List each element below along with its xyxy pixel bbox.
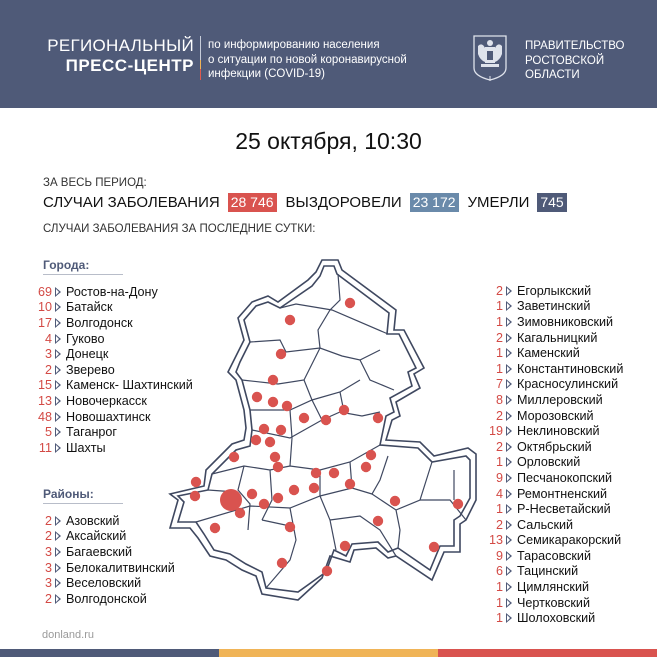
locality-name: Морозовский [517, 408, 594, 423]
case-count: 2 [44, 513, 52, 528]
case-marker [322, 566, 332, 576]
locality-name: Новошахтинск [66, 409, 151, 424]
triangle-bullet-icon [506, 426, 512, 436]
case-marker [289, 485, 299, 495]
footer-stripe-red [438, 649, 657, 657]
triangle-bullet-icon [506, 317, 512, 327]
list-item [20, 575, 175, 591]
locality-name: Октябрьский [517, 439, 592, 454]
case-count: 4 [44, 331, 52, 346]
triangle-bullet-icon [55, 396, 61, 406]
triangle-bullet-icon [506, 582, 512, 592]
case-marker [191, 477, 201, 487]
recovered-badge: 23 172 [410, 193, 459, 212]
locality-name: Веселовский [66, 576, 142, 591]
case-marker [345, 298, 355, 308]
tagline-line: инфекции (COVID-19) [208, 68, 325, 80]
triangle-bullet-icon [55, 349, 61, 359]
locality-name: Тацинский [517, 564, 579, 579]
case-marker [273, 493, 283, 503]
deaths-badge: 745 [537, 193, 566, 212]
triangle-bullet-icon [55, 412, 61, 422]
list-item [470, 361, 623, 377]
triangle-bullet-icon [55, 302, 61, 312]
list-item [470, 548, 623, 564]
case-count: 1 [495, 299, 503, 314]
brand-line2: ПРЕСС-ЦЕНТР [65, 56, 194, 75]
case-marker [340, 541, 350, 551]
case-count: 3 [44, 560, 52, 575]
list-item [470, 486, 623, 502]
case-count: 2 [44, 362, 52, 377]
triangle-bullet-icon [506, 348, 512, 358]
district-borders [196, 274, 466, 588]
case-count: 3 [44, 347, 52, 362]
case-marker [282, 401, 292, 411]
case-count: 4 [495, 486, 503, 501]
list-item [470, 517, 623, 533]
case-marker [429, 542, 439, 552]
locality-name: Орловский [517, 455, 581, 470]
locality-name: Константиновский [517, 361, 624, 376]
locality-name: Шахты [66, 440, 106, 455]
list-item [470, 314, 623, 330]
case-marker [259, 424, 269, 434]
case-count: 3 [44, 544, 52, 559]
case-count: 2 [495, 283, 503, 298]
case-marker [252, 392, 262, 402]
triangle-bullet-icon [55, 365, 61, 375]
footer-stripe-blue [0, 649, 219, 657]
case-count: 9 [495, 548, 503, 563]
locality-name: Каменск- Шахтинский [66, 378, 193, 393]
case-count: 11 [38, 440, 52, 455]
triangle-bullet-icon [506, 411, 512, 421]
triangle-bullet-icon [55, 287, 61, 297]
period-label: ЗА ВЕСЬ ПЕРИОД: [43, 177, 147, 189]
list-item [470, 299, 623, 315]
list-item [470, 610, 623, 626]
daily-label: СЛУЧАИ ЗАБОЛЕВАНИЯ ЗА ПОСЛЕДНИЕ СУТКИ: [43, 223, 316, 235]
triangle-bullet-icon [55, 427, 61, 437]
case-marker [390, 496, 400, 506]
case-marker [276, 425, 286, 435]
list-item [20, 591, 175, 607]
triangle-bullet-icon [506, 457, 512, 467]
list-item [470, 564, 623, 580]
case-count: 13 [488, 533, 503, 548]
case-count: 2 [44, 529, 52, 544]
case-count: 1 [495, 595, 503, 610]
locality-name: Аксайский [66, 529, 127, 544]
locality-name: Ростов-на-Дону [66, 284, 158, 299]
list-item [470, 455, 623, 471]
districts-divider [43, 503, 123, 504]
case-count: 2 [495, 408, 503, 423]
locality-name: Волгодонской [66, 591, 147, 606]
triangle-bullet-icon [55, 334, 61, 344]
triangle-bullet-icon [55, 516, 61, 526]
case-marker [339, 405, 349, 415]
districts-list-right [470, 283, 623, 626]
locality-name: Семикаракорский [517, 533, 622, 548]
triangle-bullet-icon [506, 520, 512, 530]
case-count: 1 [495, 580, 503, 595]
locality-name: Таганрог [66, 425, 118, 440]
triangle-bullet-icon [506, 489, 512, 499]
locality-name: Сальский [517, 517, 574, 532]
case-marker [268, 375, 278, 385]
triangle-bullet-icon [55, 563, 61, 573]
cases-label: СЛУЧАИ ЗАБОЛЕВАНИЯ [43, 194, 220, 211]
case-marker [329, 468, 339, 478]
case-count: 5 [44, 425, 52, 440]
footer-stripe-yellow [219, 649, 438, 657]
locality-name: Волгодонск [66, 315, 133, 330]
region-map [160, 255, 480, 625]
case-count: 1 [495, 361, 503, 376]
case-count: 10 [37, 300, 52, 315]
locality-name: Донецк [66, 347, 109, 362]
case-marker [210, 523, 220, 533]
districts-list-left [20, 513, 175, 607]
cities-divider [43, 274, 123, 275]
gov-line: ОБЛАСТИ [525, 69, 580, 81]
locality-name: Новочеркасск [66, 393, 147, 408]
case-marker [273, 462, 283, 472]
locality-name: Шолоховский [517, 611, 596, 626]
case-marker [321, 415, 331, 425]
case-count: 2 [495, 517, 503, 532]
triangle-bullet-icon [506, 566, 512, 576]
locality-name: Тарасовский [517, 548, 592, 563]
list-item [470, 408, 623, 424]
press-center-logo [47, 36, 194, 76]
case-marker [361, 462, 371, 472]
brand-line1: РЕГИОНАЛЬНЫЙ [47, 36, 194, 55]
case-marker [268, 397, 278, 407]
cases-badge: 28 746 [228, 193, 277, 212]
report-date: 25 октября, 10:30 [235, 128, 422, 154]
case-count: 1 [495, 502, 503, 517]
locality-name: Чертковский [517, 595, 590, 610]
triangle-bullet-icon [506, 301, 512, 311]
list-item [470, 439, 623, 455]
locality-name: Песчанокопский [517, 470, 613, 485]
locality-name: Цимлянский [517, 580, 590, 595]
case-marker [235, 508, 245, 518]
triangle-bullet-icon [55, 380, 61, 390]
case-marker [366, 450, 376, 460]
case-count: 2 [44, 591, 52, 606]
case-markers [190, 298, 463, 576]
case-marker [251, 435, 261, 445]
coat-of-arms-icon [472, 34, 508, 82]
gov-line: ПРАВИТЕЛЬСТВО [525, 40, 625, 52]
case-marker [247, 489, 257, 499]
case-marker [259, 499, 269, 509]
case-count: 2 [495, 439, 503, 454]
list-item [470, 283, 623, 299]
case-marker [270, 452, 280, 462]
locality-name: Гуково [66, 331, 105, 346]
tagline-line: по информированию населения [208, 39, 380, 51]
list-item [470, 470, 623, 486]
case-count: 19 [488, 424, 503, 439]
case-marker [285, 315, 295, 325]
list-item [20, 544, 175, 560]
locality-name: Ремонтненский [517, 486, 608, 501]
list-item [470, 533, 623, 549]
case-count: 13 [37, 393, 52, 408]
triangle-bullet-icon [506, 379, 512, 389]
case-marker [265, 437, 275, 447]
locality-name: Белокалитвинский [66, 560, 175, 575]
triangle-bullet-icon [55, 594, 61, 604]
cities-title: Города: [43, 258, 90, 272]
triangle-bullet-icon [506, 286, 512, 296]
locality-name: Зимовниковский [517, 314, 614, 329]
list-item [470, 595, 623, 611]
case-marker [345, 479, 355, 489]
triangle-bullet-icon [55, 531, 61, 541]
deaths-label: УМЕРЛИ [467, 194, 530, 211]
case-marker [190, 491, 200, 501]
triangle-bullet-icon [506, 551, 512, 561]
locality-name: Неклиновский [517, 424, 600, 439]
header-banner [0, 0, 657, 108]
triangle-bullet-icon [506, 598, 512, 608]
totals-row [43, 193, 576, 212]
case-count: 9 [495, 470, 503, 485]
list-item [470, 392, 623, 408]
locality-name: Кагальницкий [517, 330, 598, 345]
footer-color-bar [0, 649, 657, 657]
list-item [20, 529, 175, 545]
locality-name: Миллеровский [517, 392, 603, 407]
locality-name: Зверево [66, 362, 115, 377]
brand-divider [200, 36, 201, 80]
case-count: 69 [37, 284, 52, 299]
triangle-bullet-icon [55, 547, 61, 557]
locality-name: Егорлыкский [517, 283, 592, 298]
list-item [470, 501, 623, 517]
triangle-bullet-icon [506, 395, 512, 405]
case-marker [276, 349, 286, 359]
triangle-bullet-icon [506, 442, 512, 452]
case-count: 1 [495, 346, 503, 361]
case-marker [285, 522, 295, 532]
locality-name: Каменский [517, 346, 580, 361]
case-marker [299, 413, 309, 423]
case-marker [373, 413, 383, 423]
case-marker [311, 468, 321, 478]
triangle-bullet-icon [55, 318, 61, 328]
tagline [208, 38, 407, 82]
locality-name: Багаевский [66, 544, 133, 559]
locality-name: Заветинский [517, 299, 591, 314]
tagline-line: о ситуации по новой коронавирусной [208, 53, 407, 66]
case-marker [373, 516, 383, 526]
triangle-bullet-icon [506, 613, 512, 623]
website-link[interactable]: donland.ru [42, 629, 94, 641]
triangle-bullet-icon [55, 578, 61, 588]
case-count: 17 [37, 315, 52, 330]
list-item [470, 377, 623, 393]
list-item [470, 579, 623, 595]
triangle-bullet-icon [506, 473, 512, 483]
case-count: 1 [495, 314, 503, 329]
locality-name: Батайск [66, 300, 113, 315]
government-name [525, 39, 625, 83]
case-marker [277, 558, 287, 568]
triangle-bullet-icon [506, 364, 512, 374]
case-count: 8 [495, 392, 503, 407]
list-item [20, 513, 175, 529]
districts-title: Районы: [43, 487, 94, 501]
list-item [470, 330, 623, 346]
case-count: 7 [495, 377, 503, 392]
locality-name: Азовский [66, 513, 120, 528]
case-count: 6 [495, 564, 503, 579]
case-marker [229, 452, 239, 462]
triangle-bullet-icon [506, 333, 512, 343]
recovered-label: ВЫЗДОРОВЕЛИ [285, 194, 402, 211]
case-marker [453, 499, 463, 509]
case-count: 3 [44, 576, 52, 591]
gov-line: РОСТОВСКОЙ [525, 54, 605, 67]
case-count: 1 [495, 455, 503, 470]
locality-name: Р-Несветайский [517, 502, 611, 517]
case-count: 1 [495, 611, 503, 626]
list-item [470, 423, 623, 439]
case-count: 15 [37, 378, 52, 393]
case-count: 2 [495, 330, 503, 345]
case-count: 48 [37, 409, 52, 424]
triangle-bullet-icon [506, 504, 512, 514]
triangle-bullet-icon [55, 443, 61, 453]
triangle-bullet-icon [506, 535, 512, 545]
case-marker [309, 483, 319, 493]
locality-name: Красносулинский [517, 377, 619, 392]
list-item [470, 345, 623, 361]
list-item [20, 560, 175, 576]
case-marker-large [220, 489, 242, 511]
